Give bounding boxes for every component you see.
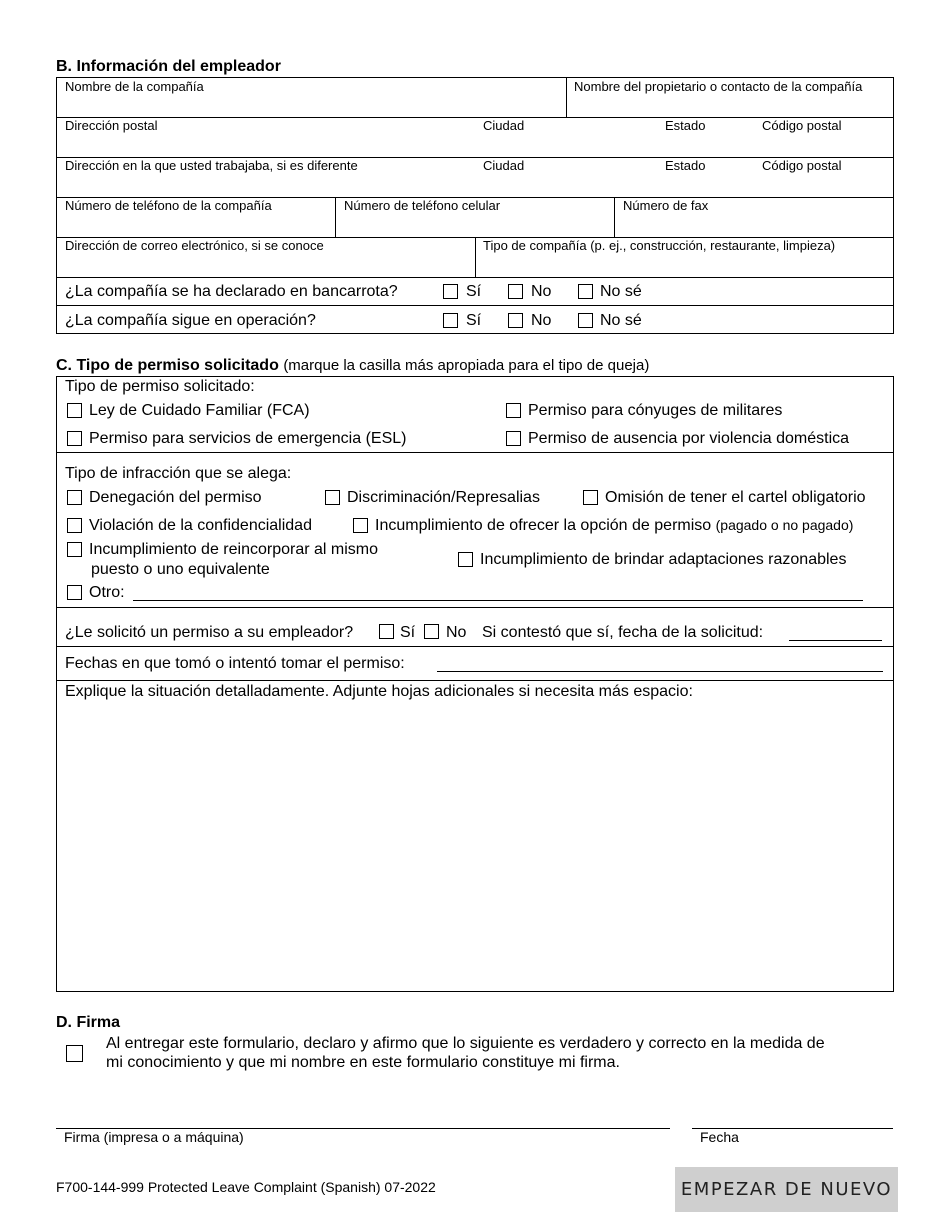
leave-military-checkbox[interactable]	[506, 403, 521, 418]
bankruptcy-question: ¿La compañía se ha declarado en bancarrota?	[65, 283, 398, 300]
violation-poster-checkbox[interactable]	[583, 490, 598, 505]
section-c-heading: C. Tipo de permiso solicitado	[56, 357, 279, 374]
violation-poster-label: Omisión de tener el cartel obligatorio	[605, 489, 866, 506]
operating-no-checkbox[interactable]	[508, 313, 523, 328]
fax-field[interactable]: Número de fax	[623, 198, 709, 213]
section-c-note: (marque la casilla más apropiada para el tipo de queja)	[283, 357, 650, 374]
leave-dv-checkbox[interactable]	[506, 431, 521, 446]
explain-label: Explique la situación detalladamente. Adjunte hojas adicionales si necesita más espacio:	[65, 683, 693, 700]
company-name-field[interactable]: Nombre de la compañía	[65, 79, 204, 94]
violation-offer-option-text: Incumplimiento de ofrecer la opción de permiso	[375, 517, 712, 534]
violation-discrimination-label: Discriminación/Represalias	[347, 489, 540, 506]
explain-textarea[interactable]	[57, 705, 893, 990]
violation-other-input[interactable]	[133, 600, 863, 601]
violation-reinstate-label-line2: puesto o uno equivalente	[91, 561, 270, 578]
postal-state-field[interactable]: Estado	[665, 118, 706, 133]
violation-accommodations-checkbox[interactable]	[458, 552, 473, 567]
request-yes-checkbox[interactable]	[379, 624, 394, 639]
work-state-field[interactable]: Estado	[665, 158, 706, 173]
postal-zip-field[interactable]: Código postal	[762, 118, 842, 133]
violation-discrimination-checkbox[interactable]	[325, 490, 340, 505]
leave-type-label: Tipo de permiso solicitado:	[65, 378, 255, 395]
work-zip-field[interactable]: Código postal	[762, 158, 842, 173]
violation-denial-checkbox[interactable]	[67, 490, 82, 505]
violation-other-checkbox[interactable]	[67, 585, 82, 600]
work-address-field[interactable]: Dirección en la que usted trabajaba, si es diferente	[65, 158, 358, 173]
email-field[interactable]: Dirección de correo electrónico, si se conoce	[65, 238, 324, 253]
leave-esl-label: Permiso para servicios de emergencia (ESL)	[89, 430, 407, 447]
violation-reinstate-label-line1: Incumplimiento de reincorporar al mismo	[89, 541, 378, 558]
operating-yes-checkbox[interactable]	[443, 313, 458, 328]
owner-contact-field[interactable]: Nombre del propietario o contacto de la compañía	[574, 79, 863, 94]
leave-fca-label: Ley de Cuidado Familiar (FCA)	[89, 402, 310, 419]
leave-dates-label: Fechas en que tomó o intentó tomar el permiso:	[65, 655, 405, 672]
date-label: Fecha	[700, 1129, 739, 1145]
section-d-title: D. Firma	[56, 1014, 121, 1031]
violation-accommodations-label: Incumplimiento de brindar adaptaciones razonables	[480, 551, 847, 568]
reset-button[interactable]: EMPEZAR DE NUEVO	[675, 1167, 898, 1212]
operating-no-label: No	[531, 312, 552, 329]
operating-unknown-checkbox[interactable]	[578, 313, 593, 328]
leave-fca-checkbox[interactable]	[67, 403, 82, 418]
violation-confidentiality-checkbox[interactable]	[67, 518, 82, 533]
violation-reinstate-checkbox[interactable]	[67, 542, 82, 557]
request-yes-label: Sí	[400, 624, 416, 641]
violation-confidentiality-label: Violación de la confidencialidad	[89, 517, 312, 534]
operating-yes-label: Sí	[466, 312, 482, 329]
leave-military-label: Permiso para cónyuges de militares	[528, 402, 783, 419]
request-no-label: No	[446, 624, 467, 641]
section-b-title: B. Información del empleador	[56, 58, 281, 75]
bankruptcy-unknown-checkbox[interactable]	[578, 284, 593, 299]
bankruptcy-yes-label: Sí	[466, 283, 482, 300]
signature-label: Firma (impresa o a máquina)	[64, 1129, 244, 1145]
violation-other-label: Otro:	[89, 584, 125, 601]
request-date-input[interactable]	[789, 640, 882, 641]
declaration-line1: Al entregar este formulario, declaro y afirmo que lo siguiente es verdadero y correcto en la medida de	[106, 1035, 825, 1052]
section-c-title	[56, 357, 649, 375]
leave-esl-checkbox[interactable]	[67, 431, 82, 446]
work-city-field[interactable]: Ciudad	[483, 158, 525, 173]
cell-phone-field[interactable]: Número de teléfono celular	[344, 198, 501, 213]
form-id: F700-144-999 Protected Leave Complaint (Spanish) 07-2022	[56, 1179, 436, 1195]
company-type-field[interactable]: Tipo de compañía (p. ej., construcción, restaurante, limpieza)	[483, 238, 836, 253]
leave-dv-label: Permiso de ausencia por violencia doméstica	[528, 430, 850, 447]
violation-label: Tipo de infracción que se alega:	[65, 465, 292, 482]
request-question: ¿Le solicitó un permiso a su empleador?	[65, 624, 354, 641]
leave-dates-input[interactable]	[437, 671, 883, 672]
company-phone-field[interactable]: Número de teléfono de la compañía	[65, 198, 272, 213]
request-no-checkbox[interactable]	[424, 624, 439, 639]
signature-declaration-checkbox[interactable]	[66, 1045, 83, 1062]
violation-offer-option-label	[375, 517, 853, 535]
bankruptcy-no-label: No	[531, 283, 552, 300]
bankruptcy-unknown-label: No sé	[600, 283, 642, 300]
violation-offer-option-note: (pagado o no pagado)	[715, 517, 854, 533]
violation-offer-option-checkbox[interactable]	[353, 518, 368, 533]
violation-denial-label: Denegación del permiso	[89, 489, 262, 506]
declaration-line2: mi conocimiento y que mi nombre en este formulario constituye mi firma.	[106, 1054, 620, 1071]
postal-city-field[interactable]: Ciudad	[483, 118, 525, 133]
request-date-label: Si contestó que sí, fecha de la solicitud:	[482, 624, 764, 641]
postal-address-field[interactable]: Dirección postal	[65, 118, 158, 133]
operating-unknown-label: No sé	[600, 312, 642, 329]
bankruptcy-yes-checkbox[interactable]	[443, 284, 458, 299]
bankruptcy-no-checkbox[interactable]	[508, 284, 523, 299]
operating-question: ¿La compañía sigue en operación?	[65, 312, 316, 329]
